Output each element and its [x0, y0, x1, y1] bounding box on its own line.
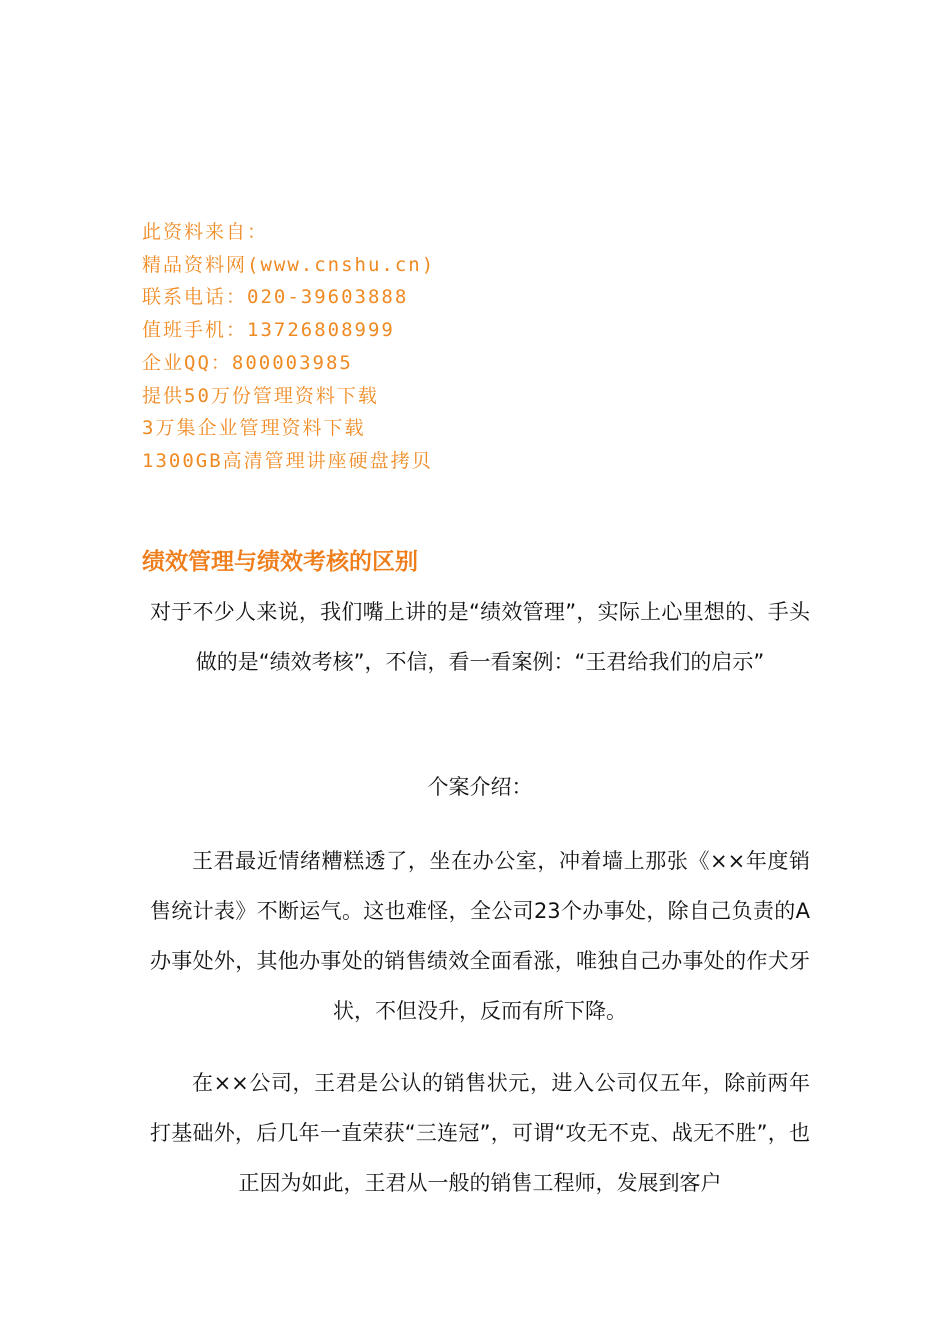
body-paragraph-2: 在××公司，王君是公认的销售状元，进入公司仅五年，除前两年打基础外，后几年一直荣获“三连冠”，可谓“攻无不克、战无不胜”，也正因为如此，王君从一般的销售工程师，发展到客户 [150, 1071, 810, 1195]
case-heading: 个案介绍： [427, 775, 533, 799]
promo-line-mobile: 值班手机：13726808999 [142, 319, 395, 342]
promo-block [142, 216, 435, 478]
promo-line-videos: 3万集企业管理资料下载 [142, 417, 366, 440]
promo-line-website: 精品资料网(www.cnshu.cn) [142, 253, 436, 276]
promo-line-qq: 企业QQ：800003985 [142, 351, 353, 374]
document-title: 绩效管理与绩效考核的区别 [142, 549, 418, 575]
promo-line-source: 此资料来自： [142, 221, 269, 243]
promo-line-downloads: 提供50万份管理资料下载 [142, 384, 379, 407]
body-paragraph-1: 王君最近情绪糟糕透了，坐在办公室，冲着墙上那张《××年度销售统计表》不断运气。这也难怪，全公司23个办事处，除自己负责的A办事处外，其他办事处的销售绩效全面看涨，唯独自己办事处的作犬牙状，不但没升，反而有所下降。 [150, 849, 810, 1023]
promo-line-phone: 联系电话：020-39603888 [142, 286, 409, 309]
promo-line-lectures: 1300GB高清管理讲座硬盘拷贝 [142, 449, 433, 472]
intro-paragraph: 对于不少人来说，我们嘴上讲的是“绩效管理”，实际上心里想的、手头做的是“绩效考核”，不信，看一看案例：“王君给我们的启示” [150, 600, 810, 674]
